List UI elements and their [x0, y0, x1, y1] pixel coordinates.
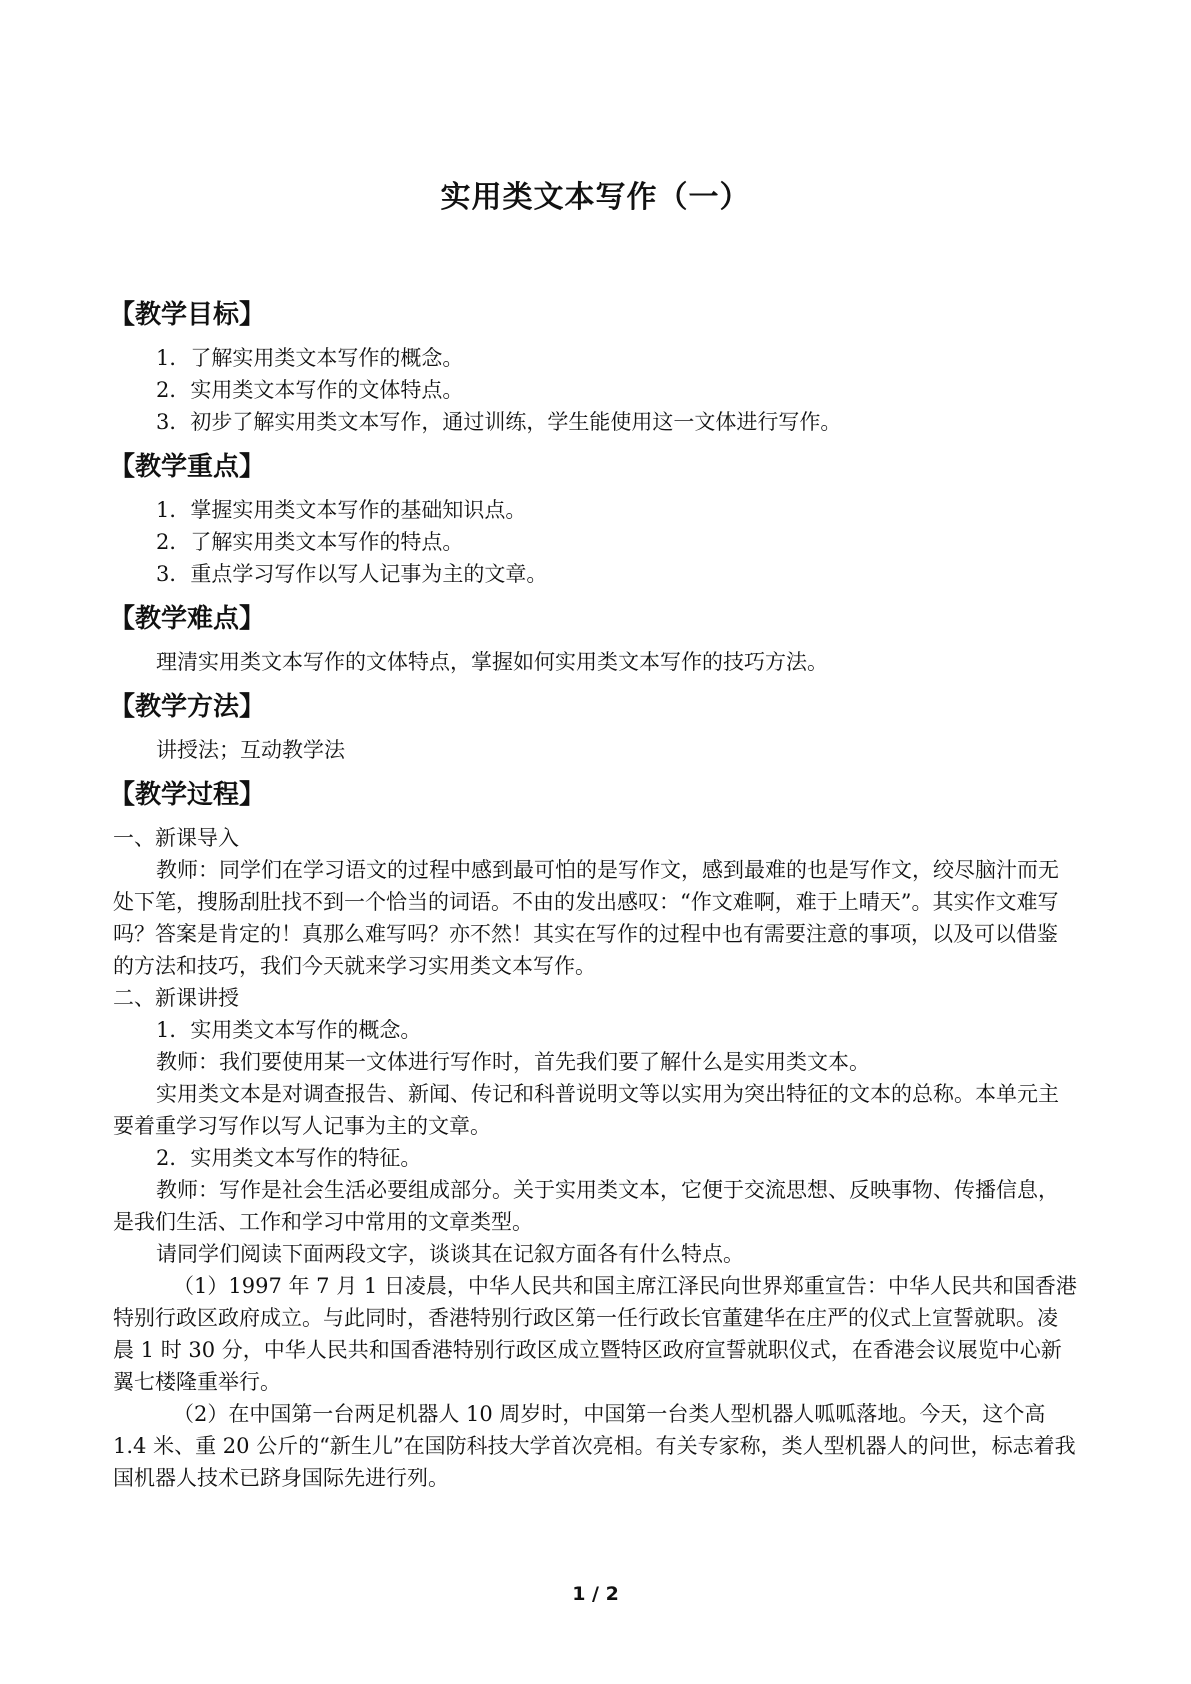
list-item: 2．了解实用类文本写作的特点。 — [156, 530, 464, 554]
example-paragraph-2: （2）在中国第一台两足机器人 10 周岁时，中国第一台类人型机器人呱呱落地。今天，这个高 1.4 米、重 20 公斤的“新生儿”在国防科技大学首次亮相。有关专家称，类人型机器人的问世，标志着我国机器人技术已跻身国际先进行列。 — [113, 1402, 1076, 1490]
list-item: 1．掌握实用类文本写作的基础知识点。 — [156, 498, 527, 522]
part2-title: 二、新课讲授 — [113, 986, 239, 1010]
heading-process: 【教学过程】 — [109, 780, 266, 810]
list-item: 3．初步了解实用类文本写作，通过训练，学生能使用这一文体进行写作。 — [156, 410, 842, 434]
difficulties-block — [113, 646, 1078, 678]
paragraph: 实用类文本是对调查报告、新闻、传记和科普说明文等以实用为突出特征的文本的总称。本单元主要着重学习写作以写人记事为主的文章。 — [113, 1082, 1059, 1138]
process-block — [113, 822, 1078, 1494]
paragraph: 教师：我们要使用某一文体进行写作时，首先我们要了解什么是实用类文本。 — [156, 1050, 870, 1074]
part1-title: 一、新课导入 — [113, 826, 239, 850]
list-item: 3．重点学习写作以写人记事为主的文章。 — [156, 562, 548, 586]
heading-objectives: 【教学目标】 — [109, 300, 266, 330]
heading-difficulties: 【教学难点】 — [109, 604, 266, 634]
page-number: 1 / 2 — [572, 1583, 619, 1605]
heading-key-points: 【教学重点】 — [109, 452, 266, 482]
list-item: 2．实用类文本写作的文体特点。 — [156, 378, 464, 402]
list-item: 1．了解实用类文本写作的概念。 — [156, 346, 464, 370]
part1-paragraph: 教师：同学们在学习语文的过程中感到最可怕的是写作文，感到最难的也是写作文，绞尽脑汁而无处下笔，搜肠刮肚找不到一个恰当的词语。不由的发出感叹：“作文难啊，难于上晴天”。其实作文难写吗？答案是肯定的！真那么难写吗？亦不然！其实在写作的过程中也有需要注意的事项，以及可以借鉴的方法和技巧，我们今天就来学习实用类文本写作。 — [113, 858, 1059, 978]
document-title: 实用类文本写作（一） — [440, 180, 751, 215]
methods-block — [113, 734, 1078, 766]
difficulties-text: 理清实用类文本写作的文体特点，掌握如何实用类文本写作的技巧方法。 — [156, 650, 828, 674]
example-paragraph-1: （1）1997 年 7 月 1 日凌晨，中华人民共和国主席江泽民向世界郑重宣告：中华人民共和国香港特别行政区政府成立。与此同时，香港特别行政区第一任行政长官董建华在庄严的仪式上宣誓就职。凌晨 1 时 30 分，中华人民共和国香港特别行政区成立暨特区政府宣誓就职仪式，在香港会议展览中心新翼七楼隆重举行。 — [113, 1274, 1077, 1394]
paragraph: 1．实用类文本写作的概念。 — [156, 1018, 422, 1042]
objectives-list — [113, 342, 1078, 438]
methods-text: 讲授法；互动教学法 — [156, 738, 345, 762]
paragraph: 教师：写作是社会生活必要组成部分。关于实用类文本，它便于交流思想、反映事物、传播信息，是我们生活、工作和学习中常用的文章类型。 — [113, 1178, 1059, 1234]
key-points-list — [113, 494, 1078, 590]
paragraph: 2．实用类文本写作的特征。 — [156, 1146, 422, 1170]
paragraph: 请同学们阅读下面两段文字，谈谈其在记叙方面各有什么特点。 — [156, 1242, 744, 1266]
document-body — [109, 298, 1078, 1494]
heading-methods: 【教学方法】 — [109, 692, 266, 722]
